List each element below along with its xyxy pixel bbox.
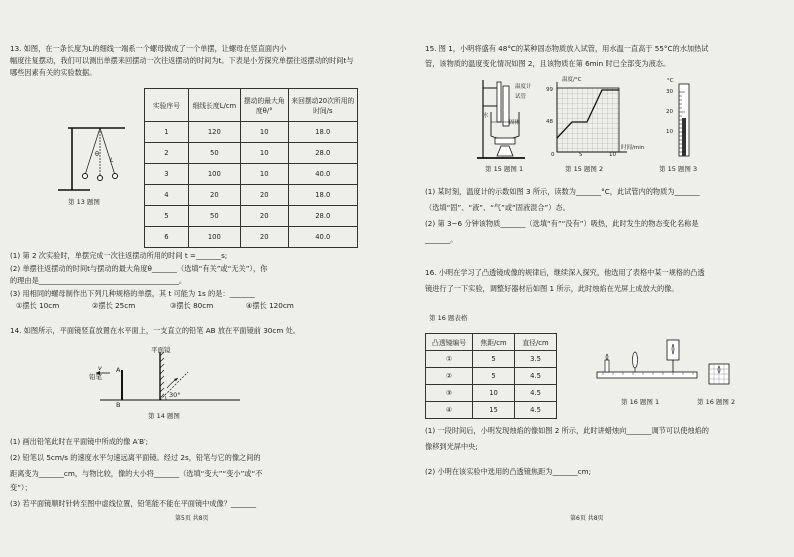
graph-tick-99: 99 — [546, 87, 553, 93]
table-cell: 10 — [240, 122, 288, 143]
table-row — [145, 206, 358, 227]
table-cell: 10 — [240, 143, 288, 164]
table-cell: 2 — [145, 143, 189, 164]
q13-option-a: ①摆长 10cm — [16, 301, 60, 310]
q13-sub2a: (2) 单摆往返摆动的时间t与摆动的最大角度θ_______（选填“有关”或“无关”），你 — [10, 264, 268, 273]
mirror-label: 平面镜 — [151, 346, 171, 354]
table-cell: 20 — [188, 185, 240, 206]
q15-sub1a: (1) 某时刻，温度计的示数如图 3 所示，读数为_______°C，此试管内的物质为_______ — [425, 187, 700, 196]
table-cell: 3.5 — [515, 351, 557, 368]
solid-label: 固体 — [509, 120, 521, 126]
q15-figure2-caption: 第 15 题图 2 — [565, 165, 604, 173]
screen-image-figure — [707, 362, 737, 392]
table-cell: 5 — [473, 351, 515, 368]
q16-sub1a: (1) 一段时间后，小明发现烛焰的像如图 2 所示，此时讲蜡烛向_______调节可以使烛焰的 — [425, 426, 709, 435]
q16-table-title: 第 16 题表格 — [429, 314, 468, 322]
q16-header-cell: 焦距/cm — [473, 334, 515, 351]
q15-sub2b: _______。 — [425, 235, 458, 244]
table-cell: 4.5 — [515, 402, 557, 419]
graph-y-axis-label: 温度/°C — [562, 77, 582, 83]
q14-sub1: (1) 画出铅笔此时在平面镜中所成的像 A′B′; — [10, 437, 149, 446]
q13-option-b: ②摆长 25cm — [92, 301, 136, 310]
length-label: L — [110, 156, 114, 164]
graph-tick-5: 5 — [579, 152, 583, 158]
table-cell: 10 — [473, 385, 515, 402]
graph-tick-10: 10 — [609, 152, 616, 158]
table-cell: 18.0 — [288, 122, 357, 143]
optical-bench-figure — [593, 336, 703, 386]
table-cell: 120 — [188, 122, 240, 143]
thermometer-unit-label: °C — [667, 78, 674, 84]
left-page-footer: 第5页 共8页 — [175, 515, 209, 522]
table-row — [426, 351, 557, 368]
point-b-label: B — [116, 401, 121, 409]
table-cell: 15 — [473, 402, 515, 419]
table-cell: 4 — [145, 185, 189, 206]
q16-line2: 镜进行了一下实验，调整好器材后如图 1 所示，此时烛焰在光屏上成放大的像。 — [425, 284, 679, 293]
q14-sub2b: 距离变为_______cm，与物比较，像的大小将_______（选填“变大”“变小”或“不 — [10, 469, 263, 478]
table-cell: 20 — [240, 227, 288, 248]
graph-tick-48: 48 — [546, 119, 553, 125]
table-cell: 18.0 — [288, 185, 357, 206]
table-cell: 5 — [473, 368, 515, 385]
table-row — [145, 143, 358, 164]
q14-figure-caption: 第 14 题图 — [148, 412, 180, 420]
table-cell: 50 — [188, 143, 240, 164]
q13-sub2b: 的理由是_______________________________________。 — [10, 276, 187, 285]
q15-figure3-caption: 第 15 题图 3 — [659, 165, 698, 173]
q16-figure1-caption: 第 16 题图 1 — [621, 398, 660, 406]
table-row — [426, 385, 557, 402]
table-cell: ① — [426, 351, 473, 368]
pencil-label: 铅笔 — [89, 373, 102, 381]
table-cell: 40.0 — [288, 227, 357, 248]
q14-sub2a: (2) 铅笔以 5cm/s 的速度水平匀速远离平面镜。经过 2s，铅笔与它的像之间的 — [10, 453, 261, 462]
table-cell: 100 — [188, 164, 240, 185]
table-row — [145, 185, 358, 206]
q15-sub1b: （选填“固”、“液”、“气”或“固液混合”）态。 — [425, 203, 570, 212]
q16-line1: 16. 小明在学习了凸透镜成像的规律后，继续深入探究，他选用了表格中某一规格的凸透 — [425, 268, 705, 277]
thermometer-tick-20: 20 — [666, 109, 673, 115]
table-row — [145, 122, 358, 143]
water-label: 水 — [483, 113, 489, 119]
velocity-label: v — [98, 364, 102, 372]
angle-label: 30° — [169, 391, 181, 399]
right-page — [397, 0, 794, 557]
q15-sub2a: (2) 第 3~6 分钟该物质_______（选填“有”“没有”）吸热，此时发生的物态变化名称是 — [425, 219, 699, 228]
q16-lens-table — [425, 333, 557, 419]
table-cell: 10 — [240, 164, 288, 185]
graph-tick-0: 0 — [551, 152, 555, 158]
q15-line2: 管，该物质的温度变化情况如图 2，且该物质在第 6min 时已全部变为液态。 — [425, 59, 671, 68]
q13-sub3: (3) 用相同的螺母制作出下列几种规格的单摆，其 t 可能为 1s 的是：_______ — [10, 289, 255, 298]
point-a-label: A — [116, 366, 121, 374]
table-cell: ② — [426, 368, 473, 385]
q13-line1: 13. 如图，在一条长度为L的细线一端系一个螺母做成了一个单摆，让螺母在竖直面内小 — [10, 44, 287, 53]
table-cell: 28.0 — [288, 143, 357, 164]
q15-figure1-caption: 第 15 题图 1 — [485, 165, 524, 173]
table-cell: ③ — [426, 385, 473, 402]
test-tube-label: 试管 — [515, 94, 527, 100]
q13-header-cell: 摆动的最大角度θ/° — [240, 89, 288, 122]
table-cell: 20 — [240, 206, 288, 227]
q16-header-cell: 凸透镜编号 — [426, 334, 473, 351]
q16-sub2: (2) 小明在该实验中选用的凸透镜焦距为_______cm; — [425, 467, 591, 476]
table-cell: 100 — [188, 227, 240, 248]
table-cell: 3 — [145, 164, 189, 185]
q13-option-d: ④摆长 120cm — [246, 301, 294, 310]
table-cell: 4.5 — [515, 368, 557, 385]
q13-data-table — [144, 88, 358, 248]
right-page-footer: 第6页 共8页 — [570, 515, 604, 522]
table-cell: 40.0 — [288, 164, 357, 185]
q15-line1: 15. 图 1，小明将盛有 48°C的某种固态物质放入试管，用水温一直高于 55°C的水加热试 — [425, 44, 709, 53]
table-cell: 6 — [145, 227, 189, 248]
q13-sub1: (1) 第 2 次实验时，单摆完成一次往返摆动所用的时间 t =_______s; — [10, 251, 228, 260]
table-row — [426, 402, 557, 419]
q16-header-cell: 直径/cm — [515, 334, 557, 351]
q14-line1: 14. 如图所示，平面镜竖直放置在水平面上，一支直立的铅笔 AB 放在平面镜前 30cm 处。 — [10, 326, 300, 335]
table-row — [426, 368, 557, 385]
table-cell: 50 — [188, 206, 240, 227]
q13-header-cell: 细线长度L/cm — [188, 89, 240, 122]
thermometer-tick-30: 30 — [666, 89, 673, 95]
table-cell: 20 — [240, 185, 288, 206]
thermometer-tick-10: 10 — [666, 129, 673, 135]
table-cell: 5 — [145, 206, 189, 227]
graph-x-axis-label: 时间/min — [621, 145, 645, 151]
q16-figure2-caption: 第 16 题图 2 — [697, 398, 736, 406]
q13-line3: 哪些因素有关的实验数据。 — [10, 68, 97, 77]
thermometer-label: 温度计 — [515, 84, 532, 90]
table-row — [145, 227, 358, 248]
q13-header-cell: 来回摆动20次所用的时间/s — [288, 89, 357, 122]
q14-sub2c: 变”）； — [10, 483, 32, 492]
table-cell: 4.5 — [515, 385, 557, 402]
table-cell: 28.0 — [288, 206, 357, 227]
mirror-figure — [70, 342, 270, 422]
q13-option-c: ③摆长 80cm — [170, 301, 214, 310]
q14-sub3: (3) 若平面镜顺时针转至图中虚线位置，铅笔能不能在平面镜中成像？_______ — [10, 499, 257, 508]
table-cell: 1 — [145, 122, 189, 143]
table-cell: ④ — [426, 402, 473, 419]
q13-line2: 幅度往复摆动，我们可以测出单摆来回摆动一次往返摆动的时间为t。下表是小芳探究单摆往返摆动的时间t与 — [10, 56, 354, 65]
q13-figure-caption: 第 13 题图 — [68, 198, 100, 206]
theta-label: θ — [95, 150, 99, 158]
thermometer-scale-figure — [669, 78, 699, 158]
q16-sub1b: 像移到光屏中央; — [425, 442, 478, 451]
table-row — [145, 164, 358, 185]
q13-header-cell: 实验序号 — [145, 89, 189, 122]
